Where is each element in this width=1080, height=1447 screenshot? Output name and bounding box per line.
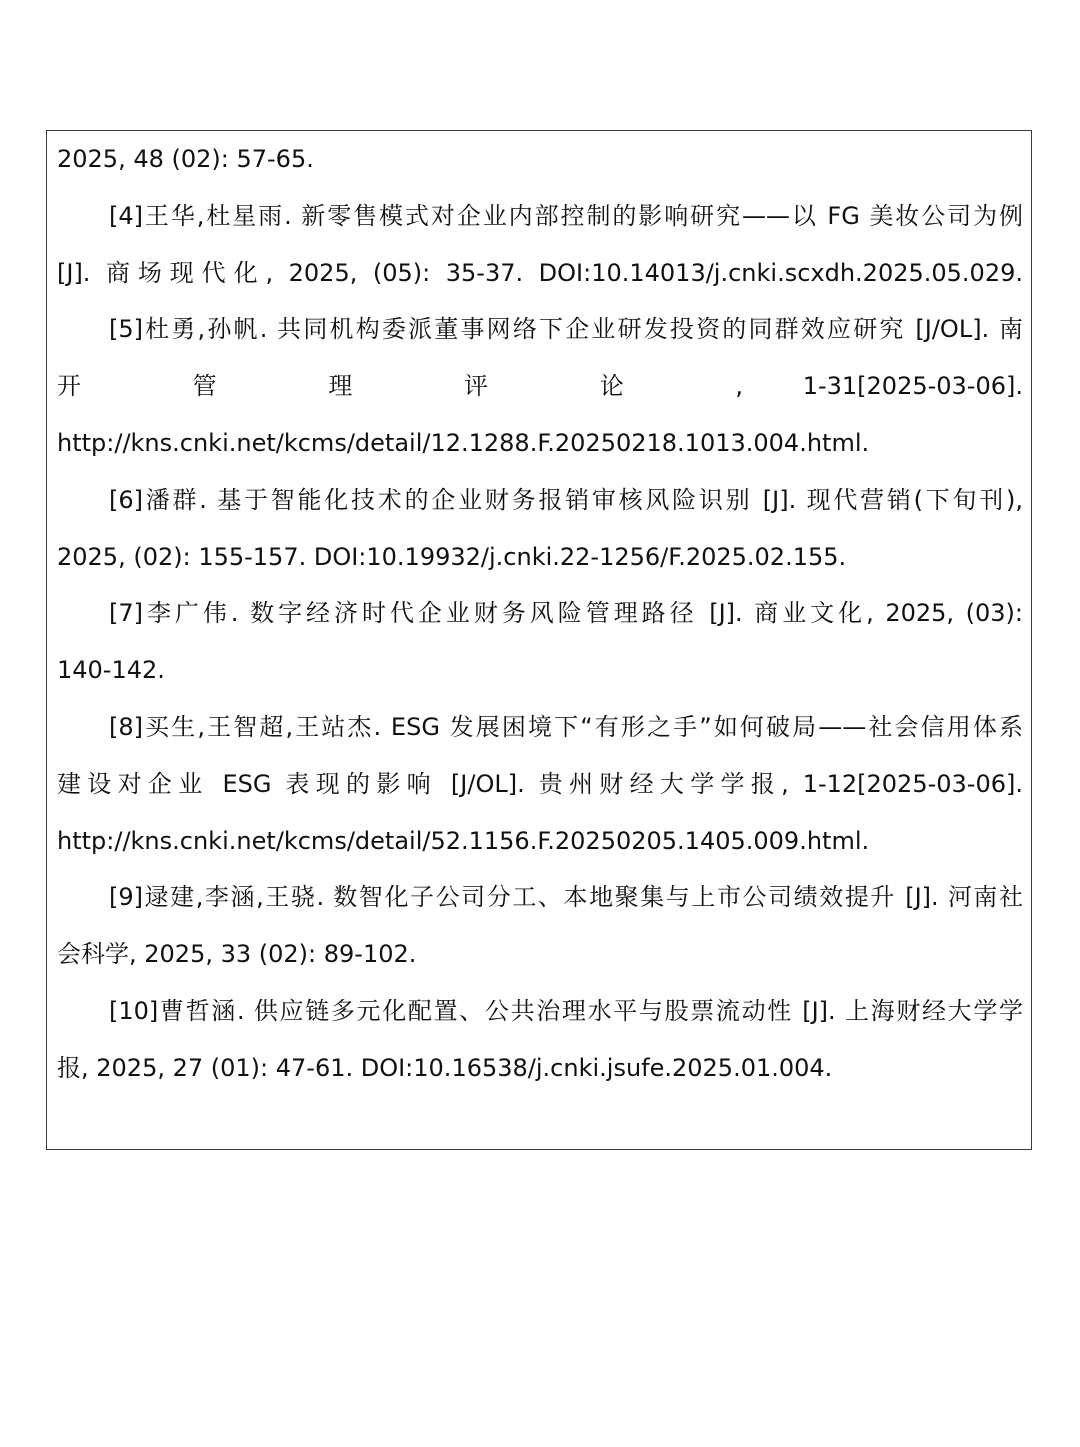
reference-line: 140-142. xyxy=(57,656,165,685)
reference-line: [7]李广伟. 数字经济时代企业财务风险管理路径 [J]. 商业文化, 2025, (03): xyxy=(109,599,1023,628)
reference-entry-10 xyxy=(57,983,1023,1097)
reference-line: [J]. 商场现代化, 2025, (05): 35-37. DOI:10.14013/j.cnki.scxdh.2025.05.029. xyxy=(57,258,1023,287)
reference-entry-9 xyxy=(57,869,1023,983)
reference-line: 会科学, 2025, 33 (02): 89-102. xyxy=(57,940,417,969)
reference-line: [10]曹哲涵. 供应链多元化配置、公共治理水平与股票流动性 [J]. 上海财经大学学 xyxy=(109,996,1023,1025)
reference-line: 2025, (02): 155-157. DOI:10.19932/j.cnki.22-1256/F.2025.02.155. xyxy=(57,542,847,571)
reference-line: 开 管 理 评 论 , 1-31[2025-03-06]. xyxy=(57,372,1023,401)
reference-line: [8]买生,王智超,王站杰. ESG 发展困境下“有形之手”如何破局——社会信用体系 xyxy=(109,712,1023,741)
reference-line: [4]王华,杜星雨. 新零售模式对企业内部控制的影响研究——以 FG 美妆公司为例 xyxy=(109,201,1023,230)
reference-list-box xyxy=(46,130,1032,1150)
reference-url: http://kns.cnki.net/kcms/detail/52.1156.F.20250205.1405.009.html. xyxy=(57,826,870,855)
reference-entry-6 xyxy=(57,472,1023,586)
reference-line: [6]潘群. 基于智能化技术的企业财务报销审核风险识别 [J]. 现代营销(下旬刊), xyxy=(109,485,1023,514)
reference-continuation-line: 2025, 48 (02): 57-65. xyxy=(57,145,314,173)
reference-line: [5]杜勇,孙帆. 共同机构委派董事网络下企业研发投资的同群效应研究 [J/OL]. 南 xyxy=(109,315,1023,344)
reference-line: [9]逯建,李涵,王骁. 数智化子公司分工、本地聚集与上市公司绩效提升 [J]. 河南社 xyxy=(109,883,1023,912)
reference-entry-8 xyxy=(57,699,1023,869)
reference-line: 建设对企业 ESG 表现的影响 [J/OL]. 贵州财经大学学报, 1-12[2025-03-06]. xyxy=(57,769,1023,798)
reference-entry-4 xyxy=(57,188,1023,302)
reference-url: http://kns.cnki.net/kcms/detail/12.1288.F.20250218.1013.004.html. xyxy=(57,428,870,457)
reference-line: 报, 2025, 27 (01): 47-61. DOI:10.16538/j.cnki.jsufe.2025.01.004. xyxy=(57,1053,833,1082)
reference-list xyxy=(57,131,1023,1097)
reference-entry-5 xyxy=(57,301,1023,471)
reference-entry-7 xyxy=(57,585,1023,699)
